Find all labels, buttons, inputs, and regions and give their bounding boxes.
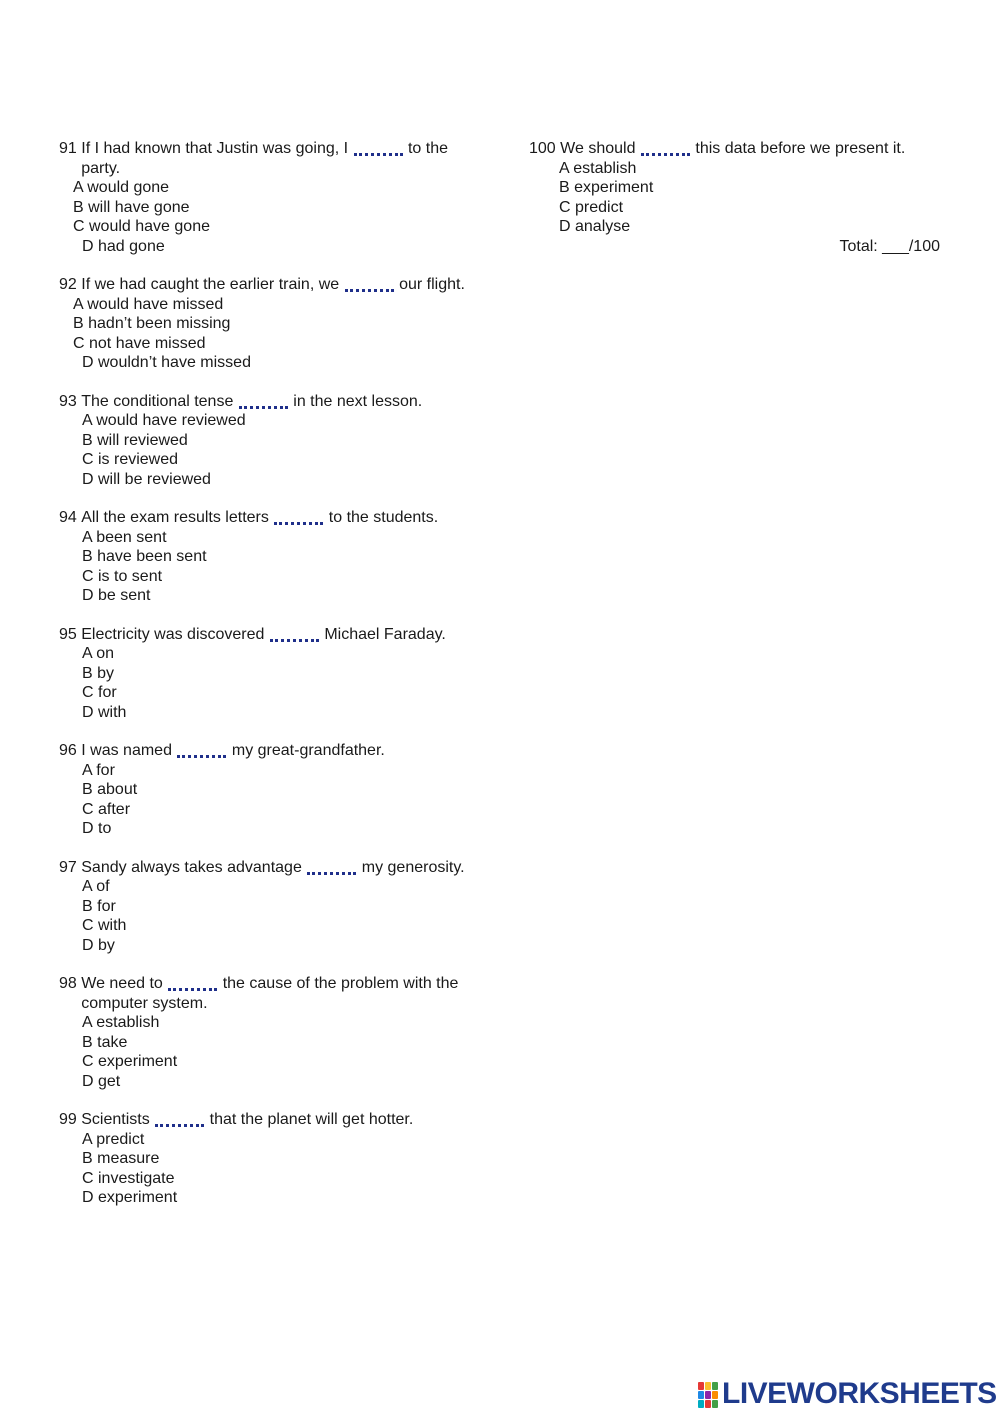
option: B take (82, 1033, 128, 1051)
total-score: Total: ___/100 (839, 237, 940, 255)
answer-blank[interactable] (168, 976, 217, 991)
option: A predict (82, 1130, 145, 1148)
option: D be sent (82, 587, 151, 604)
answer-blank[interactable] (270, 627, 319, 642)
question-93 (59, 392, 489, 490)
option: C experiment (82, 1053, 178, 1070)
stem-before: The conditional tense (81, 392, 234, 410)
logo-icon (698, 1380, 720, 1408)
option: A on (82, 645, 115, 662)
left-column (59, 139, 489, 1227)
option: D wouldn’t have missed (82, 354, 251, 371)
answer-blank[interactable] (641, 141, 690, 156)
option: D get (82, 1072, 121, 1090)
stem-after: the cause of the problem with the computer system. (81, 975, 459, 1012)
stem-after: that the planet will get hotter. (209, 1111, 414, 1128)
option: B will have gone (73, 198, 190, 216)
option: C would have gone (73, 218, 210, 235)
option: C after (82, 800, 131, 818)
option: A establish (82, 1014, 160, 1031)
stem-before: All the exam results letters (81, 509, 269, 526)
answer-blank[interactable] (177, 743, 226, 758)
question-91 (59, 139, 489, 256)
question-number: 91 (59, 140, 77, 157)
option: D to (82, 820, 112, 837)
stem-after: in the next lesson. (293, 392, 423, 410)
question-95 (59, 625, 489, 723)
option: A of (82, 878, 110, 895)
option: C predict (559, 198, 624, 216)
question-stem (59, 974, 489, 1013)
option: B experiment (559, 179, 654, 196)
question-number: 95 (59, 625, 77, 643)
question-stem (529, 139, 949, 159)
question-number: 100 (529, 140, 556, 157)
answer-blank[interactable] (274, 510, 323, 525)
option: C for (82, 684, 117, 701)
option: B have been sent (82, 548, 207, 565)
answer-blank[interactable] (354, 141, 403, 156)
question-94 (59, 508, 489, 606)
stem-before: Electricity was discovered (81, 625, 265, 643)
stem-after: my great-grandfather. (231, 742, 385, 759)
option: B by (82, 664, 115, 682)
stem-before: Sandy always takes advantage (81, 858, 302, 876)
stem-before: Scientists (81, 1111, 150, 1128)
answer-blank[interactable] (239, 394, 288, 409)
stem-before: If I had known that Justin was going, I (81, 140, 349, 157)
option: D with (82, 703, 127, 721)
question-number: 93 (59, 392, 77, 410)
question-number: 97 (59, 858, 77, 876)
question-stem (59, 275, 489, 295)
stem-before: We need to (81, 975, 163, 992)
option: D by (82, 936, 115, 954)
option: A would have missed (73, 295, 224, 313)
option: B will reviewed (82, 431, 188, 449)
option: B measure (82, 1150, 160, 1167)
stem-after: to the students. (328, 509, 439, 526)
option: C investigate (82, 1169, 175, 1187)
question-number: 96 (59, 742, 77, 759)
question-stem (59, 139, 489, 178)
answer-blank[interactable] (307, 860, 356, 875)
stem-after: our flight. (399, 276, 465, 293)
option: C with (82, 917, 127, 934)
right-column (529, 139, 949, 256)
stem-after: to the party. (81, 140, 449, 177)
stem-after: my generosity. (361, 858, 465, 876)
question-number: 92 (59, 276, 77, 293)
question-stem (59, 625, 489, 645)
question-96 (59, 741, 489, 839)
logo-text: LIVEWORKSHEETS (722, 1377, 997, 1410)
liveworksheets-logo (698, 1377, 997, 1411)
option: D analyse (559, 218, 631, 235)
option: A establish (559, 159, 637, 177)
option: C is to sent (82, 567, 163, 585)
option: A been sent (82, 528, 167, 546)
question-number: 99 (59, 1111, 77, 1128)
stem-before: If we had caught the earlier train, we (81, 276, 340, 293)
option: B hadn’t been missing (73, 315, 231, 332)
question-number: 94 (59, 509, 77, 526)
option: D had gone (82, 237, 165, 255)
question-97 (59, 858, 489, 956)
option: D will be reviewed (82, 470, 211, 488)
question-stem (59, 1110, 489, 1130)
stem-before: I was named (81, 742, 172, 759)
option: C not have missed (73, 334, 206, 352)
option: A would have reviewed (82, 412, 246, 429)
answer-blank[interactable] (155, 1112, 204, 1127)
answer-blank[interactable] (345, 277, 394, 292)
question-92 (59, 275, 489, 373)
question-100 (529, 139, 949, 237)
stem-after: Michael Faraday. (324, 625, 446, 643)
stem-before: We should (560, 140, 636, 157)
option: A would gone (73, 179, 170, 196)
question-98 (59, 974, 489, 1091)
option: A for (82, 761, 115, 779)
stem-after: this data before we present it. (695, 140, 906, 157)
option: B for (82, 897, 116, 915)
option: B about (82, 781, 138, 798)
option: C is reviewed (82, 451, 179, 468)
question-stem (59, 858, 489, 878)
question-number: 98 (59, 975, 77, 992)
question-stem (59, 508, 489, 528)
question-stem (59, 392, 489, 412)
question-stem (59, 741, 489, 761)
question-99 (59, 1110, 489, 1208)
option: D experiment (82, 1189, 178, 1206)
